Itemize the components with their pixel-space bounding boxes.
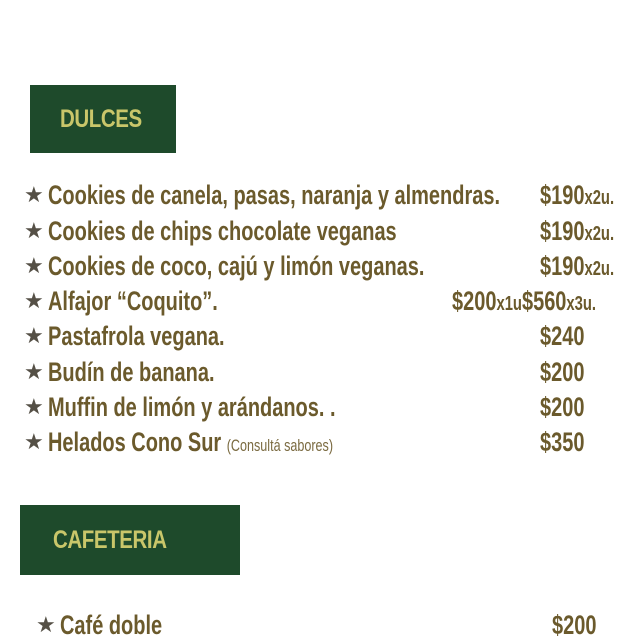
item-price: $350 bbox=[540, 427, 585, 457]
menu-item bbox=[0, 214, 640, 248]
item-name: Helados Cono Sur (Consultá sabores) bbox=[48, 427, 334, 457]
item-price: $200 bbox=[552, 610, 597, 640]
section-title: DULCES bbox=[60, 104, 142, 133]
item-price: $190x2u. bbox=[540, 251, 615, 281]
menu-item bbox=[0, 608, 640, 642]
menu-item bbox=[0, 284, 640, 318]
item-name: Café doble bbox=[60, 610, 163, 640]
menu-item bbox=[0, 425, 640, 459]
star-icon: ★ bbox=[24, 218, 44, 243]
item-price: $190x2u. bbox=[540, 216, 615, 246]
item-name: Budín de banana. bbox=[48, 357, 215, 387]
item-name: Pastafrola vegana. bbox=[48, 321, 225, 351]
item-price: $190x2u. bbox=[540, 180, 615, 210]
item-price: $240 bbox=[540, 321, 585, 351]
item-name: Alfajor “Coquito”. bbox=[48, 286, 218, 316]
menu-item bbox=[0, 390, 640, 424]
item-note: (Consultá sabores) bbox=[226, 436, 334, 455]
star-icon: ★ bbox=[24, 394, 44, 419]
star-icon: ★ bbox=[24, 288, 44, 313]
menu-item bbox=[0, 319, 640, 353]
section-title: CAFETERIA bbox=[53, 525, 167, 554]
star-icon: ★ bbox=[24, 429, 44, 454]
item-price: $200 bbox=[540, 392, 585, 422]
menu-item bbox=[0, 249, 640, 283]
item-name: Cookies de coco, cajú y limón veganas. bbox=[48, 251, 425, 281]
item-name: Muffin de limón y arándanos. . bbox=[48, 392, 336, 422]
item-name: Cookies de chips chocolate veganas bbox=[48, 216, 397, 246]
star-icon: ★ bbox=[24, 323, 44, 348]
section-header-cafeteria bbox=[20, 505, 240, 575]
item-price: $200 bbox=[540, 357, 585, 387]
star-icon: ★ bbox=[24, 359, 44, 384]
menu-item bbox=[0, 178, 640, 212]
star-icon: ★ bbox=[24, 253, 44, 278]
star-icon: ★ bbox=[24, 182, 44, 207]
section-header-dulces bbox=[30, 85, 176, 153]
star-icon: ★ bbox=[36, 612, 56, 637]
item-name: Cookies de canela, pasas, naranja y almendras. bbox=[48, 180, 500, 210]
item-price: $200x1u$560x3u. bbox=[452, 286, 597, 316]
menu-item bbox=[0, 355, 640, 389]
